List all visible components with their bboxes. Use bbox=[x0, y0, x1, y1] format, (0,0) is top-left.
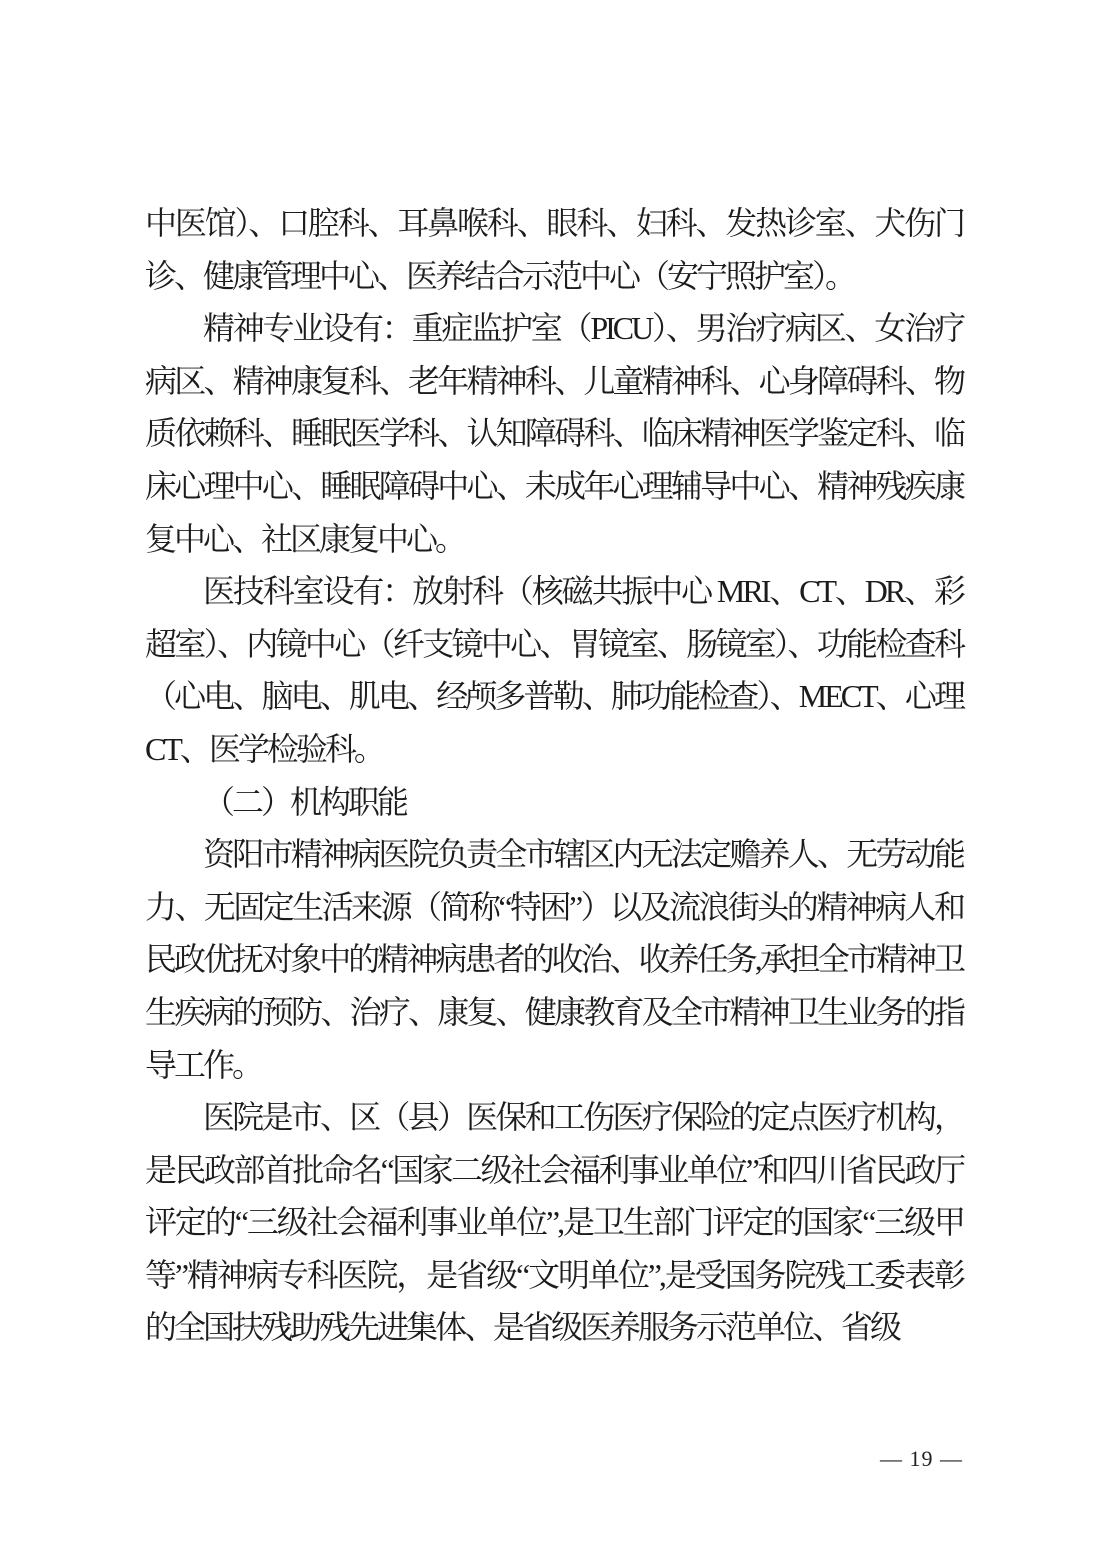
document-body bbox=[145, 197, 963, 1354]
section-heading: （二）机构职能 bbox=[203, 783, 407, 820]
body-text-paragraph: 资阳市精神病医院负责全市辖区内无法定赡养人、无劳动能力、无固定生活来源（简称“特困”）以及流浪街头的精神病人和民政优抚对象中的精神病患者的收治、收养任务,承担全市精神卫生疾病的预防、治疗、康复、健康教育及全市精神卫生业务的指导工作。 bbox=[145, 836, 963, 1083]
body-text-paragraph: 中医馆）、口腔科、耳鼻喉科、眼科、妇科、发热诊室、犬伤门诊、健康管理中心、医养结合示范中心（安宁照护室）。 bbox=[145, 205, 963, 294]
page-number: — 19 — bbox=[880, 1446, 963, 1471]
body-text-paragraph: 医院是市、区（县）医保和工伤医疗保险的定点医疗机构，是民政部首批命名“国家二级社会福利事业单位”和四川省民政厅评定的“三级社会福利事业单位”,是卫生部门评定的国家“三级甲等”精神病专科医院，是省级“文明单位”,是受国务院残工委表彰的全国扶残助残先进集体、是省级医养服务示范单位、省级 bbox=[145, 1099, 963, 1346]
body-text-paragraph: 医技科室设有：放射科（核磁共振中心 MRI、CT、DR、彩超室）、内镜中心（纤支镜中心、胃镜室、肠镜室）、功能检查科（心电、脑电、肌电、经颅多普勒、肺功能检查）、MECT、心理CT、医学检验科。 bbox=[145, 573, 963, 767]
body-text-paragraph: 精神专业设有：重症监护室（PICU）、男治疗病区、女治疗病区、精神康复科、老年精神科、儿童精神科、心身障碍科、物质依赖科、睡眠医学科、认知障碍科、临床精神医学鉴定科、临床心理中心、睡眠障碍中心、未成年心理辅导中心、精神残疾康复中心、社区康复中心。 bbox=[145, 310, 963, 557]
